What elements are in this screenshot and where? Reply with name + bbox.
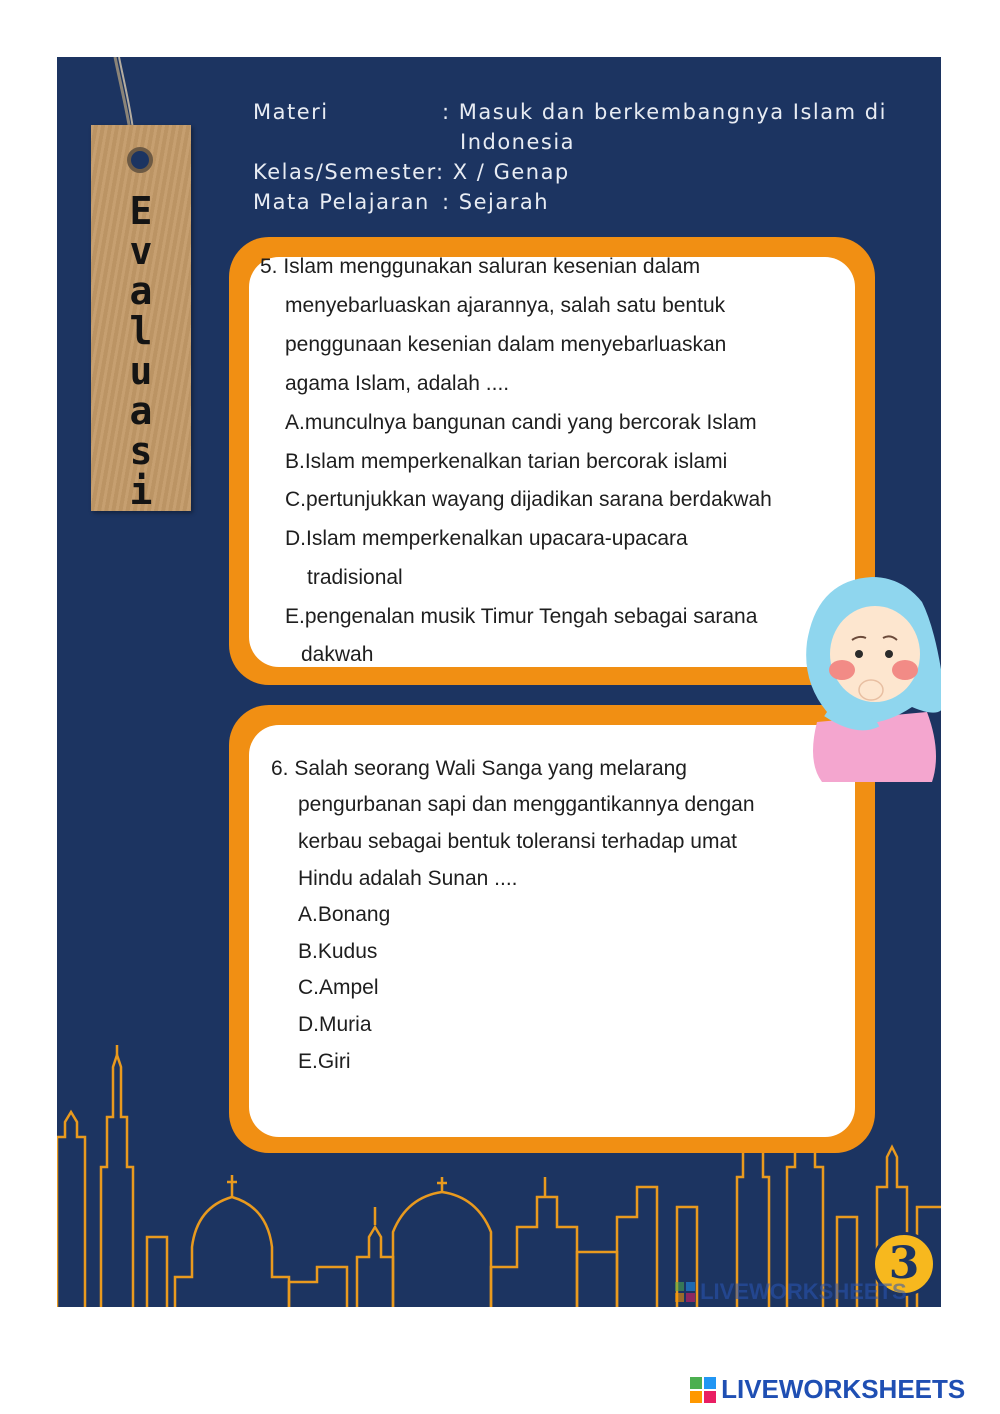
option-6b[interactable]: B.Kudus [298, 940, 378, 963]
liveworksheets-logo-icon [690, 1377, 716, 1403]
evaluasi-tag [91, 125, 191, 511]
kelas-label: Kelas/Semester [253, 160, 437, 184]
question-6-line: kerbau sebagai bentuk toleransi terhadap umat [298, 830, 737, 853]
tag-eyelet [127, 147, 153, 173]
materi-value-continued: Indonesia [460, 130, 576, 154]
footer-watermark-text: LIVEWORKSHEETS [721, 1374, 966, 1404]
liveworksheets-logo-icon [675, 1282, 695, 1302]
option-6d[interactable]: D.Muria [298, 1013, 372, 1036]
option-5e-continued: dakwah [301, 643, 374, 666]
worksheet-page [57, 57, 941, 1307]
tag-letter: s [129, 429, 153, 473]
tag-letter: E [129, 189, 153, 233]
option-5d-continued: tradisional [307, 566, 403, 589]
tag-letter: a [129, 269, 153, 313]
option-5d[interactable]: D.Islam memperkenalkan upacara-upacara [285, 527, 688, 550]
inner-watermark [675, 1279, 907, 1305]
inner-watermark-text: LIVEWORKSHEETS [700, 1279, 907, 1304]
question-5-line: menyebarluaskan ajarannya, salah satu bentuk [285, 294, 726, 317]
materi-label: Materi [253, 100, 329, 124]
question-6-line: Hindu adalah Sunan .... [298, 867, 518, 890]
footer-watermark[interactable] [690, 1374, 965, 1405]
question-5-line: 5. Islam menggunakan saluran kesenian dalam [260, 255, 701, 278]
question-6-line: pengurbanan sapi dan menggantikannya dengan [298, 793, 755, 816]
mapel-value: : Sejarah [442, 190, 550, 214]
mapel-label: Mata Pelajaran [253, 190, 430, 214]
option-5c[interactable]: C.pertunjukkan wayang dijadikan sarana berdakwah [285, 488, 772, 511]
evaluasi-title [91, 191, 191, 511]
hijab-girl-illustration [797, 572, 941, 787]
question-5-line: penggunaan kesenian dalam menyebarluaskan [285, 333, 727, 356]
option-6e[interactable]: E.Giri [298, 1050, 351, 1073]
tag-letter: a [129, 389, 153, 433]
option-5a[interactable]: A.munculnya bangunan candi yang bercorak Islam [285, 411, 757, 434]
page-number-badge: 3 [872, 1232, 936, 1296]
question-6-panel [249, 725, 855, 1137]
kelas-value: : X / Genap [436, 160, 570, 184]
tag-letter: u [129, 349, 153, 393]
materi-value: : Masuk dan berkembangnya Islam di [442, 100, 887, 124]
option-6c[interactable]: C.Ampel [298, 976, 379, 999]
tag-letter: l [129, 309, 153, 353]
option-6a[interactable]: A.Bonang [298, 903, 391, 926]
question-5-line: agama Islam, adalah .... [285, 372, 510, 395]
option-5e[interactable]: E.pengenalan musik Timur Tengah sebagai sarana [285, 605, 758, 628]
option-5b[interactable]: B.Islam memperkenalkan tarian bercorak islami [285, 450, 728, 473]
tag-letter: i [129, 469, 153, 513]
tag-letter: v [129, 229, 153, 273]
question-6-line: 6. Salah seorang Wali Sanga yang melarang [271, 757, 687, 780]
